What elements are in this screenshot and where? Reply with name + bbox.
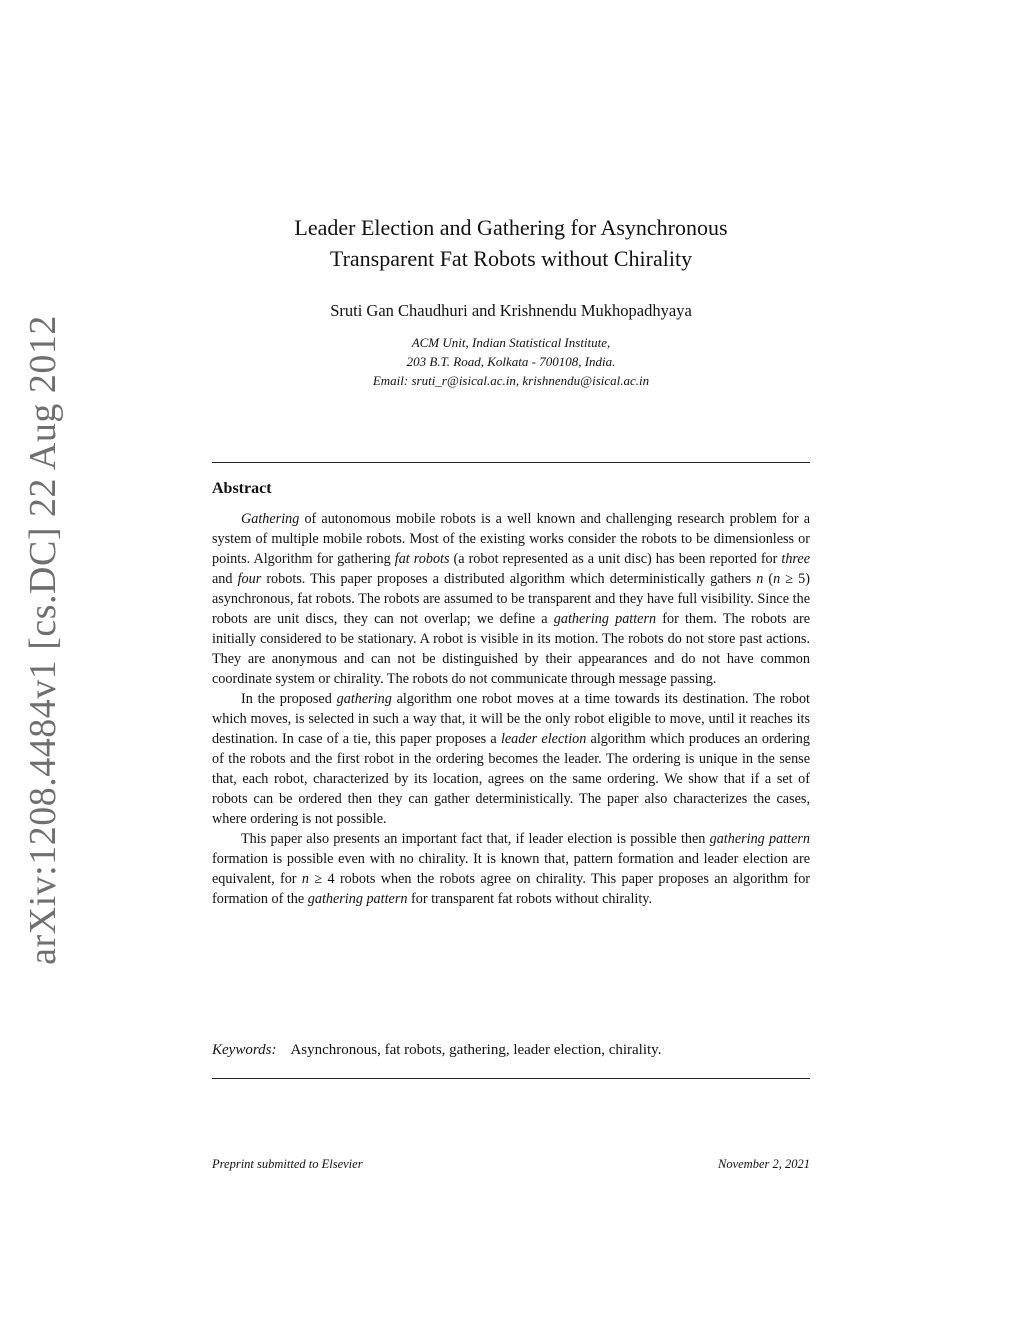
term-leader-election: leader election (500, 731, 587, 747)
affiliation-line-1: ACM Unit, Indian Statistical Institute, (411, 335, 611, 350)
keywords (212, 1042, 810, 1059)
title-line-2: Transparent Fat Robots without Chirality (329, 246, 693, 271)
abstract-paragraph-2 (212, 689, 810, 829)
top-divider (212, 462, 810, 463)
text-span: algorithm which produces an ordering of the robots and the first robot in the ordering becomes the leader. The ordering is unique in the sense that, each robot, characterized by its location, agrees on the same ordering. We show that if a set of robots can be ordered then they can gather deterministically. The paper also characterizes the cases, where ordering is not possible. (212, 731, 810, 827)
affiliation-line-2: 203 B.T. Road, Kolkata - 700108, India. (406, 354, 616, 369)
term-gathering-pattern: gathering pattern (709, 831, 810, 847)
text-span: (a robot represented as a unit disc) has been reported for (449, 551, 782, 567)
bottom-divider (212, 1078, 810, 1079)
footer-date: November 2, 2021 (718, 1157, 810, 1171)
term-gathering: gathering (336, 691, 392, 707)
text-span: ( (763, 571, 774, 587)
paper-title (212, 212, 810, 274)
text-span: robots. This paper proposes a distributed algorithm which deterministically gathers (261, 571, 757, 587)
affiliation (212, 333, 810, 390)
term-three: three (781, 551, 811, 567)
title-line-1: Leader Election and Gathering for Asynchronous (294, 215, 728, 240)
text-span: and (212, 571, 238, 587)
keywords-text: Asynchronous, fat robots, gathering, leader election, chirality. (290, 1042, 662, 1058)
term-gathering-pattern: gathering pattern (307, 891, 408, 907)
authors: Sruti Gan Chaudhuri and Krishnendu Mukhopadhyaya (330, 301, 692, 320)
text-span: for transparent fat robots without chirality. (407, 891, 652, 907)
arxiv-identifier: arXiv:1208.4484v1 [cs.DC] 22 Aug 2012 (22, 315, 64, 965)
text-span: formation is possible even with no chirality. It is known that, pattern formation and leader election are equivalent, for (212, 851, 810, 887)
text-span: algorithm one robot moves at a time towards its destination. The robot which moves, is selected in such a way that, it will be the only robot eligible to move, until it reaches its destination. In case of a tie, this paper proposes a (212, 691, 810, 747)
abstract-heading: Abstract (212, 480, 272, 497)
text-span: for them. The robots are initially considered to be stationary. A robot is visible in its motion. The robots do not store past actions. They are anonymous and can not be distinguished by their appearances and do not have common coordinate system or chirality. The robots do not communicate through message passing. (212, 611, 811, 687)
text-span: of autonomous mobile robots is a well known and challenging research problem for a system of multiple mobile robots. Most of the existing works consider the robots to be dimensionless or points. Algorithm for gathering (212, 511, 810, 567)
affiliation-email: Email: sruti_r@isical.ac.in, krishnendu@isical.ac.in (372, 373, 650, 388)
footer-preprint-note: Preprint submitted to Elsevier (212, 1157, 363, 1171)
term-gathering-pattern: gathering pattern (553, 611, 657, 627)
math-n: n (773, 571, 781, 587)
abstract-paragraph-3 (212, 829, 810, 909)
math-n: n (301, 871, 309, 887)
abstract-body (212, 509, 810, 909)
keywords-label: Keywords: (212, 1042, 277, 1058)
text-span: This paper also presents an important fact that, if leader election is possible then (241, 831, 710, 847)
abstract-paragraph-1 (212, 509, 810, 689)
text-span: In the proposed (241, 691, 337, 707)
term-gathering: Gathering (241, 511, 300, 527)
math-n: n (756, 571, 764, 587)
text-span: ≥ 5) asynchronous, fat robots. The robots are assumed to be transparent and they have full visibility. Since the robots are unit discs, they can not overlap; we define a (212, 571, 810, 627)
term-fat-robots: fat robots (394, 551, 450, 567)
term-four: four (237, 571, 262, 587)
text-span: ≥ 4 robots when the robots agree on chirality. This paper proposes an algorithm for formation of the (212, 871, 811, 907)
